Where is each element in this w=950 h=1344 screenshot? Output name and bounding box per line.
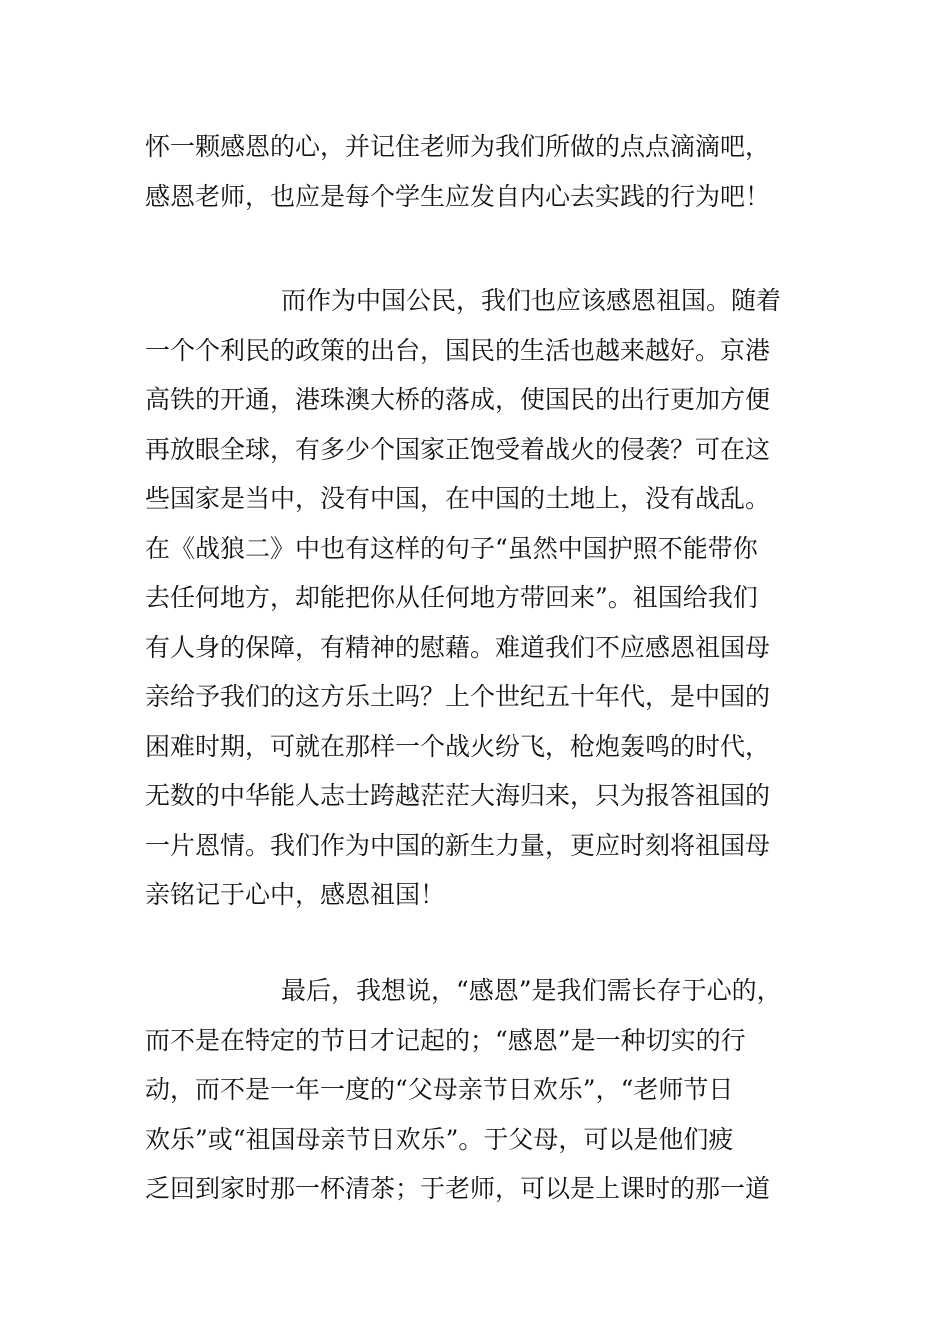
text-line: 欢乐”或“祖国母亲节日欢乐”。于父母，可以是他们疲 [145, 1124, 734, 1154]
text-line: 去任何地方，却能把你从任何地方带回来”。祖国给我们 [145, 583, 758, 612]
paragraph-1 [145, 122, 825, 221]
text-line: 再放眼全球，有多少个国家正饱受着战火的侵袭？可在这 [145, 434, 771, 464]
text-line: 高铁的开通，港珠澳大桥的落成，使国民的出行更加方便 [145, 385, 771, 414]
text-line: 些国家是当中，没有中国，在中国的土地上，没有战乱。 [145, 484, 771, 513]
text-line: 困难时期，可就在那样一个战火纷飞，枪炮轰鸣的时代， [145, 731, 771, 761]
text-line: 而不是在特定的节日才记起的；“感恩”是一种切实的行 [145, 1025, 746, 1055]
text-line: 亲铭记于心中，感恩祖国！ [145, 880, 446, 909]
text-line: 一个个利民的政策的出台，国民的生活也越来越好。京港 [145, 335, 771, 365]
text-line: 动，而不是一年一度的“父母亲节日欢乐”，“老师节日 [145, 1075, 734, 1104]
paragraph-3 [145, 966, 825, 1214]
text-line: 亲给予我们的这方乐土吗？上个世纪五十年代，是中国的 [145, 682, 771, 711]
text-line: 怀一颗感恩的心，并记住老师为我们所做的点点滴滴吧， [145, 132, 771, 161]
text-line: 一片恩情。我们作为中国的新生力量，更应时刻将祖国母 [145, 830, 771, 860]
text-line-indented: 最后，我想说，“感恩”是我们需长存于心的， [281, 976, 782, 1005]
text-line: 无数的中华能人志士跨越茫茫大海归来，只为报答祖国的 [145, 781, 771, 810]
text-line: 在《战狼二》中也有这样的句子“虽然中国护照不能带你 [145, 533, 758, 563]
text-line: 感恩老师，也应是每个学生应发自内心去实践的行为吧！ [145, 181, 771, 211]
text-line: 有人身的保障，有精神的慰藉。难道我们不应感恩祖国母 [145, 632, 771, 662]
text-line-indented: 而作为中国公民，我们也应该感恩祖国。随着 [281, 286, 782, 315]
text-line: 乏回到家时那一杯清茶；于老师，可以是上课时的那一道 [145, 1174, 771, 1203]
paragraph-2 [145, 276, 825, 920]
